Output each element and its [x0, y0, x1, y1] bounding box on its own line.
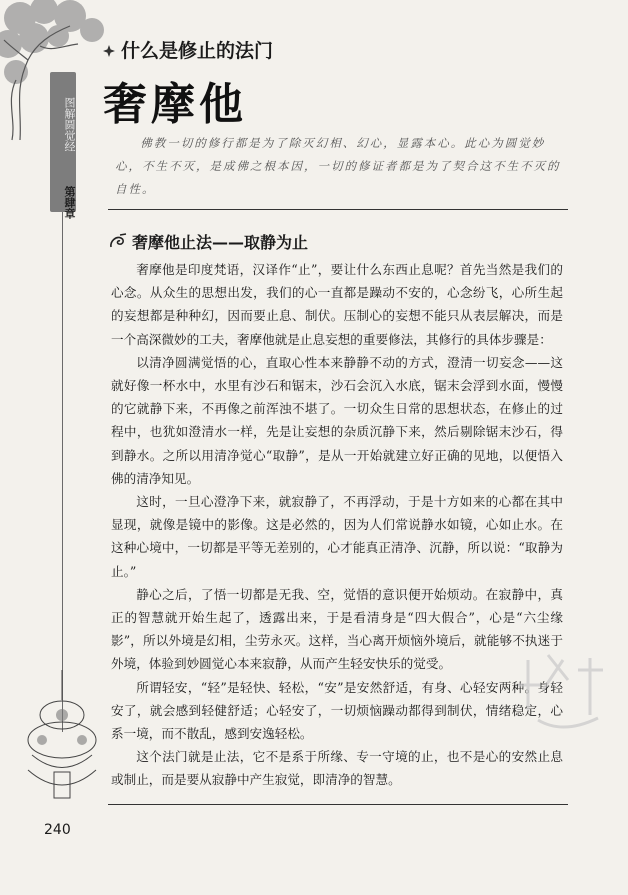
lotus-ornament — [12, 660, 112, 810]
side-book-title: 图解圆觉经 — [63, 96, 76, 152]
bottom-divider — [108, 804, 568, 805]
section-swirl-icon — [108, 233, 128, 251]
watermark-stamp — [508, 640, 618, 750]
body-paragraph: 以清净圆满觉悟的心，直取心性本来静静不动的方式，澄清一切妄念——这就好像一杯水中，水里有沙石和锯末，沙石会沉入水底，锯末会浮到水面，慢慢的它就静下来，不再像之前浑浊不堪了。一切众生日常的思想状态，在修止的过程中，也犹如澄清水一样，先是让妄想的杂质沉静下来，然后剔除锯末沙石，得到静水。之所以用清净觉心“取静”，是从一开始就建立好正确的见地，以便悟入佛的清净知见。 — [111, 354, 563, 486]
chapter-label-box — [50, 168, 76, 232]
section-body — [111, 258, 563, 792]
section-heading — [108, 230, 308, 253]
body-paragraph: 静心之后，了悟一切都是无我、空，觉悟的意识便开始烦动。在寂静中，真正的智慧就开始生起了，透露出来，于是看清身是“四大假合”，心是“六尘缘影”，所以外境是幻相，尘劳永灭。这样，当心离开烦恼外境后，就能够不执迷于外境，体验到妙圆觉心本来寂静，从而产生轻安快乐的觉受。 — [111, 586, 563, 672]
subtitle-text: 什么是修止的法门 — [121, 40, 274, 62]
body-paragraph: 所谓轻安，“轻”是轻快、轻松，“安”是安然舒适，有身、心轻安两种。身轻安了，就会感到轻健舒适；心轻安了，一切烦恼躁动都得到制伏，情绪稳定，心系一境，而不散乱，感到安逸轻松。 — [111, 679, 563, 742]
page-number: 240 — [44, 822, 71, 838]
intro-paragraph: 佛教一切的修行都是为了除灭幻相、幻心，显露本心。此心为圆觉妙心，不生不灭，是成佛之根本因，一切的修证者都是为了契合这不生不灭的自性。 — [115, 136, 561, 196]
body-paragraph: 这时，一旦心澄净下来，就寂静了，不再浮动，于是十方如来的心都在其中显现，就像是镜中的影像。这是必然的，因为人们常说静水如镜，心如止水。在这种心境中，一切都是平等无差别的，心才能真正清净、沉静，所以说：“取静为止。” — [111, 494, 563, 579]
star-bullet-icon — [103, 45, 115, 57]
body-paragraph: 奢摩他是印度梵语，汉译作“止”，要让什么东西止息呢？首先当然是我们的心念。从众生的思想出发，我们的心一直都是躁动不安的，心念纷飞，心所生起的妄想都是种种幻，因而要止息、制伏。压制心的妄想不能只从表层解决，而是一个高深微妙的工夫，奢摩他就是止息妄想的重要修法，其修行的具体步骤是： — [111, 262, 563, 347]
section-heading-text: 奢摩他止法——取静为止 — [132, 233, 309, 252]
body-paragraph: 这个法门就是止法，它不是系于所缘、专一守境的止，也不是心的安然止息或制止，而是要从寂静中产生寂觉，即清净的智慧。 — [111, 749, 563, 788]
side-chapter-label: 第肆章 — [63, 186, 76, 219]
side-vertical-line — [62, 212, 63, 732]
top-divider — [108, 209, 568, 210]
page-subtitle — [103, 36, 273, 63]
page-title: 奢摩他 — [103, 79, 247, 130]
